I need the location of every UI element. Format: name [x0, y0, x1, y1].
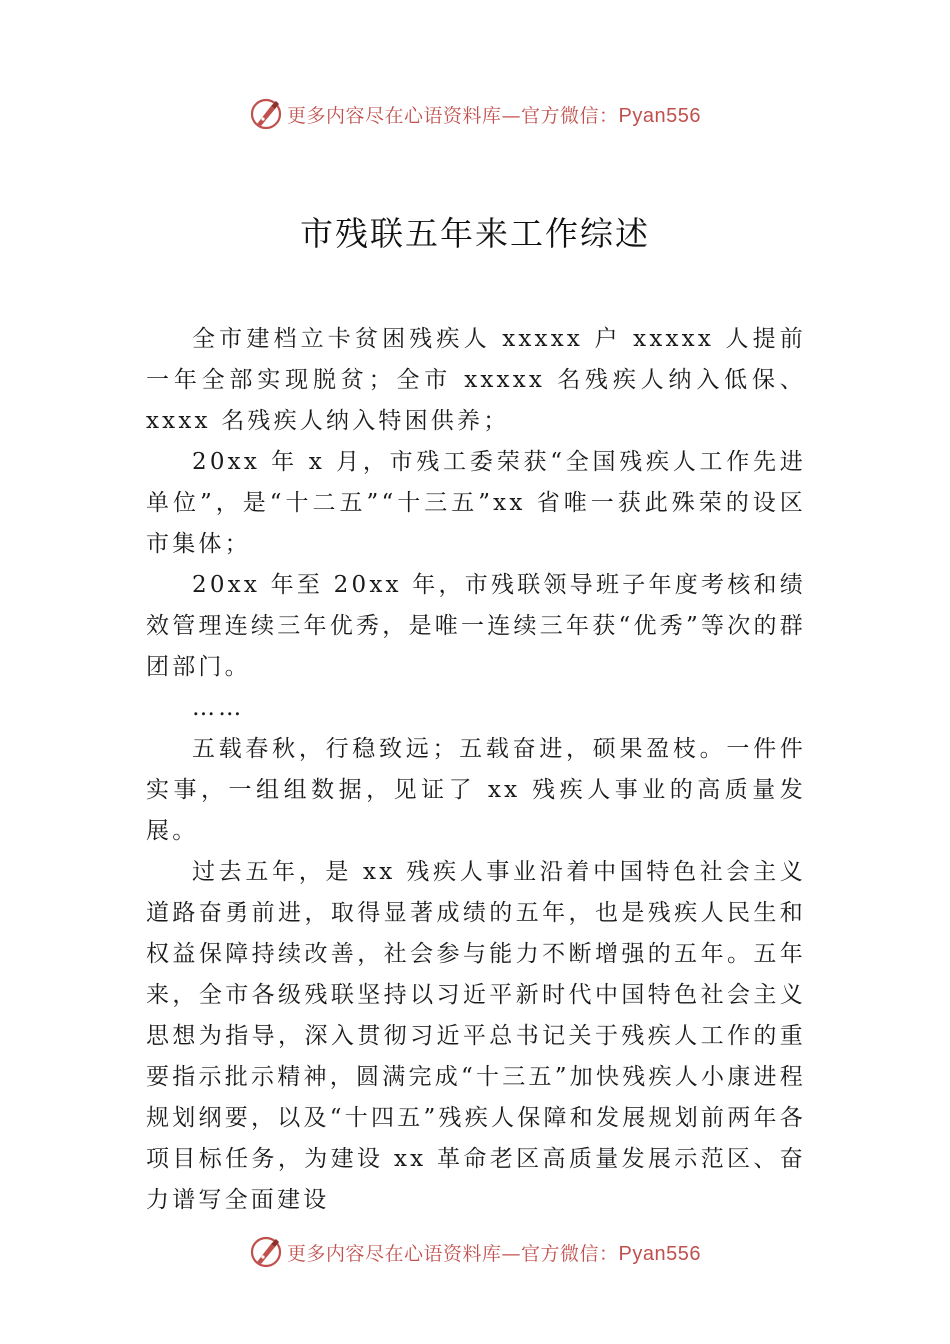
- document-body: [146, 319, 806, 1221]
- paragraph: 20xx 年 x 月，市残工委荣获“全国残疾人工作先进单位”，是“十二五”“十三五”xx 省唯一获此殊荣的设区市集体；: [146, 449, 806, 557]
- paragraph: 过去五年，是 xx 残疾人事业沿着中国特色社会主义道路奋勇前进，取得显著成绩的五年，也是残疾人民生和权益保障持续改善，社会参与能力不断增强的五年。五年来，全市各级残联坚持以习近平新时代中国特色社会主义思想为指导，深入贯彻习近平总书记关于残疾人工作的重要指示批示精神，圆满完成“十三五”加快残疾人小康进程规划纲要，以及“十四五”残疾人保障和发展规划前两年各项目标任务，为建设 xx 革命老区高质量发展示范区、奋力谱写全面建设: [146, 859, 806, 1213]
- header-banner-text: 更多内容尽在心语资料库—官方微信：Pyan556: [287, 104, 701, 127]
- paragraph: 20xx 年至 20xx 年，市残联领导班子年度考核和绩效管理连续三年优秀，是唯一连续三年获“优秀”等次的群团部门。: [146, 572, 806, 680]
- pen-nib-logo-icon: [249, 1235, 283, 1269]
- footer-banner-handle: Pyan556: [618, 1242, 701, 1265]
- document-title: 市残联五年来工作综述: [300, 214, 650, 253]
- ellipsis-paragraph: ……: [192, 695, 245, 721]
- footer-banner: [0, 1232, 950, 1272]
- paragraph: 五载春秋，行稳致远；五载奋进，硕果盈枝。一件件实事，一组组数据，见证了 xx 残疾人事业的高质量发展。: [146, 736, 806, 844]
- footer-banner-text: 更多内容尽在心语资料库—官方微信：Pyan556: [287, 1242, 701, 1265]
- header-banner: [0, 94, 950, 134]
- pen-nib-logo-icon: [249, 97, 283, 131]
- paragraph: 全市建档立卡贫困残疾人 xxxxx 户 xxxxx 人提前一年全部实现脱贫；全市 xxxxx 名残疾人纳入低保、xxxx 名残疾人纳入特困供养；: [146, 326, 806, 434]
- header-banner-handle: Pyan556: [618, 104, 701, 127]
